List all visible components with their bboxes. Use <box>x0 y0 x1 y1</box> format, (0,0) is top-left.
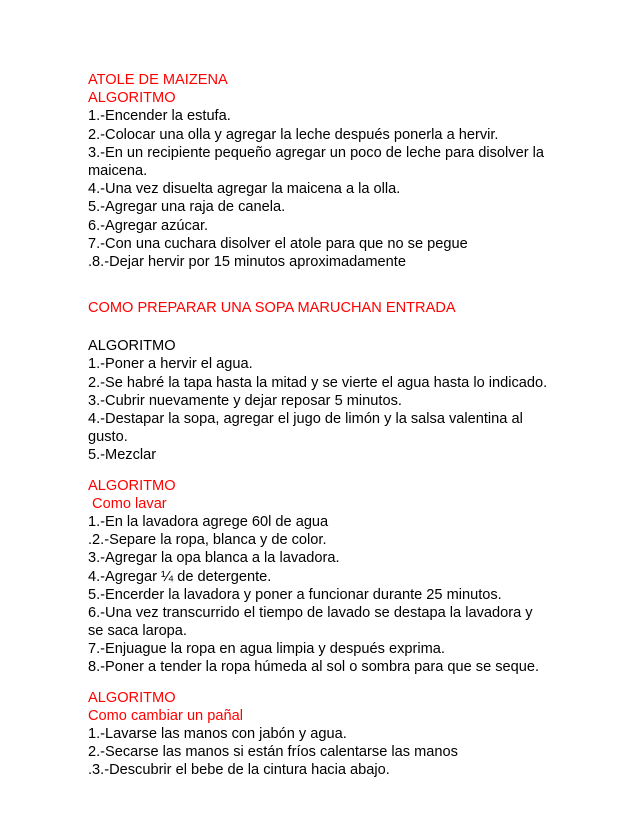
spacer <box>88 677 558 689</box>
step-line: 6.-Agregar azúcar. <box>88 217 209 234</box>
step-line: 4.-Destapar la sopa, agregar el jugo de limón y la salsa valentina al <box>88 411 523 427</box>
step-line: 1.-Encender la estufa. <box>88 108 231 125</box>
section-subtitle: ALGORITMO <box>88 477 176 494</box>
section-panal <box>88 689 558 780</box>
step-line: 8.-Poner a tender la ropa húmeda al sol o sombra para que se seque. <box>88 659 540 676</box>
step-line: 5.-Agregar una raja de canela. <box>88 199 286 216</box>
section-title: ATOLE DE MAIZENA <box>88 72 228 88</box>
step-line: 4.-Agregar ¼ de detergente. <box>88 568 272 585</box>
section-subtitle: ALGORITMO <box>88 338 176 355</box>
step-line: 2.-Se habré la tapa hasta la mitad y se vierte el agua hasta lo indicado. <box>88 374 548 391</box>
step-line: 7.-Con una cuchara disolver el atole para que no se pegue <box>88 235 468 252</box>
section-lavar <box>88 477 558 677</box>
step-line: 3.-Agregar la opa blanca a la lavadora. <box>88 550 340 567</box>
spacer <box>88 317 558 337</box>
step-line: gusto. <box>88 429 128 446</box>
section-sopa <box>88 299 558 465</box>
step-line: 1.-En la lavadora agrege 60l de agua <box>88 513 329 530</box>
spacer <box>88 271 558 299</box>
section-title: COMO PREPARAR UNA SOPA MARUCHAN ENTRADA <box>88 300 456 317</box>
step-line: .3.-Descubrir el bebe de la cintura hacia abajo. <box>88 762 390 779</box>
step-line: .2.-Separe la ropa, blanca y de color. <box>88 532 327 549</box>
step-line: 1.-Lavarse las manos con jabón y agua. <box>88 726 347 742</box>
step-line: 6.-Una vez transcurrido el tiempo de lavado se destapa la lavadora y <box>88 604 533 621</box>
section-subtitle: ALGORITMO <box>88 689 176 706</box>
step-line: 1.-Poner a hervir el agua. <box>88 356 253 373</box>
spacer <box>88 465 558 477</box>
section-title: Como cambiar un pañal <box>88 707 243 724</box>
section-subtitle: ALGORITMO <box>88 90 176 107</box>
step-line: maicena. <box>88 162 148 179</box>
step-line: 5.-Encerder la lavadora y poner a funcionar durante 25 minutos. <box>88 586 502 603</box>
step-line: 7.-Enjuague la ropa en agua limpia y después exprima. <box>88 641 445 658</box>
step-line: se saca laropa. <box>88 623 187 640</box>
step-line: 3.-Cubrir nuevamente y dejar reposar 5 minutos. <box>88 392 402 409</box>
step-line: .8.-Dejar hervir por 15 minutos aproximadamente <box>88 253 406 270</box>
section-atole <box>88 71 558 271</box>
step-line: 5.-Mezclar <box>88 447 157 464</box>
step-line: 4.-Una vez disuelta agregar la maicena a la olla. <box>88 181 401 198</box>
section-title: Como lavar <box>88 495 167 512</box>
step-line: 2.-Colocar una olla y agregar la leche después ponerla a hervir. <box>88 126 499 143</box>
step-line: 3.-En un recipiente pequeño agregar un poco de leche para disolver la <box>88 144 544 161</box>
document-page <box>88 71 558 780</box>
step-line: 2.-Secarse las manos si están fríos calentarse las manos <box>88 744 458 761</box>
